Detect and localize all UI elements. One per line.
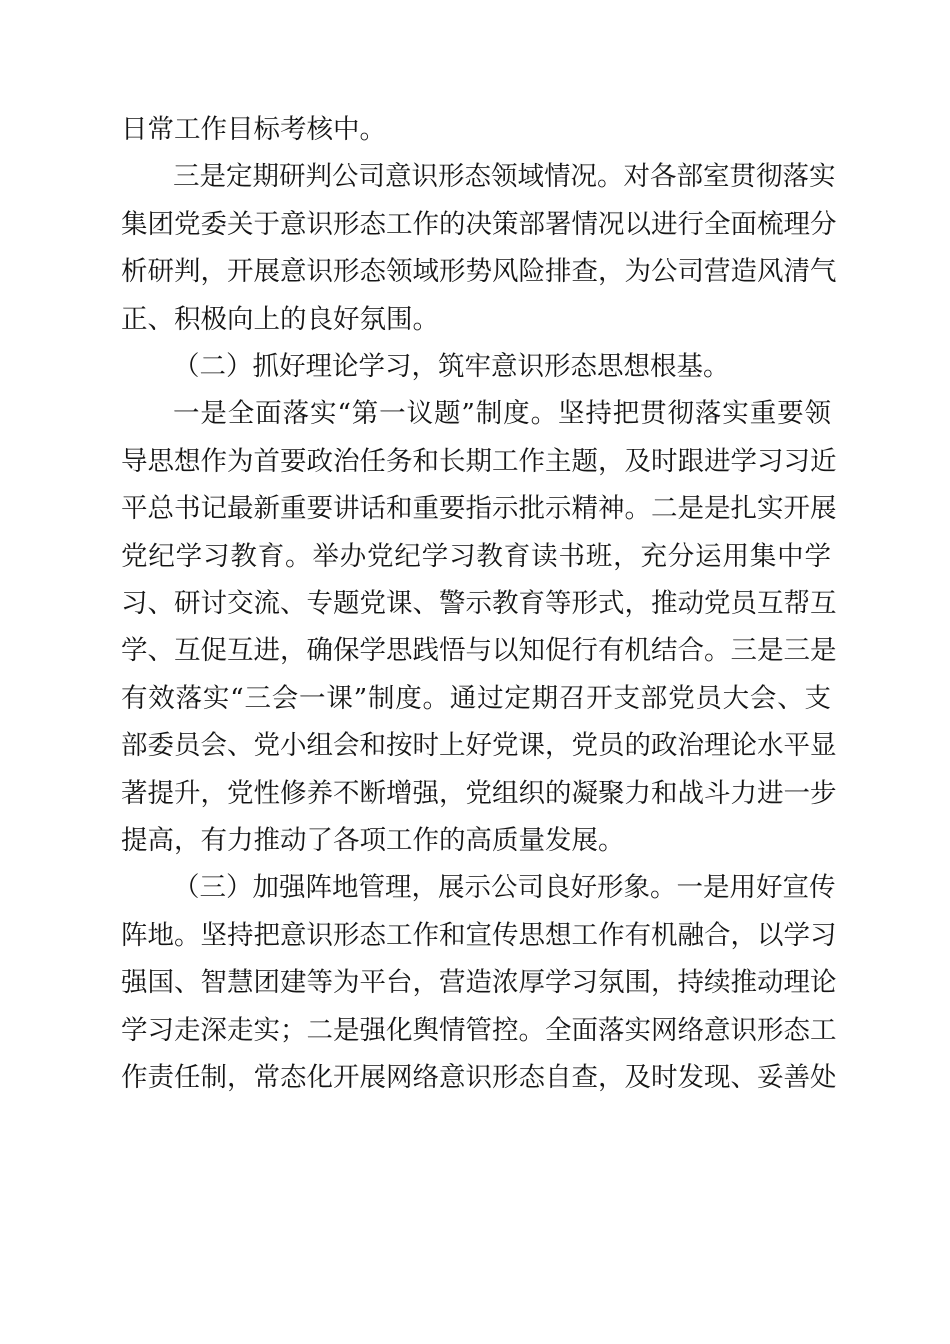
text-line: 学、互促互进，确保学思践悟与以知促行有机结合。三是三是 (121, 635, 837, 667)
section-heading-2: （二）抓好理论学习，筑牢意识形态思想根基。 (173, 351, 730, 382)
text-line: 习、研讨交流、专题党课、警示教育等形式，推动党员互帮互 (121, 588, 837, 619)
text-line: 导思想作为首要政治任务和长期工作主题，及时跟进学习习近 (121, 445, 837, 477)
text-line: 强国、智慧团建等为平台，营造浓厚学习氛围，持续推动理论 (121, 967, 837, 999)
text-line: 著提升，党性修养不断增强，党组织的凝聚力和战斗力进一步 (121, 777, 837, 809)
text-line: 日常工作目标考核中。 (121, 114, 386, 145)
text-line: 平总书记最新重要讲话和重要指示批示精神。二是是扎实开展 (121, 493, 837, 525)
section-heading-3-line: （三）加强阵地管理，展示公司良好形象。一是用好宣传 (173, 872, 836, 904)
text-line: 学习走深走实；二是强化舆情管控。全面落实网络意识形态工 (121, 1014, 837, 1046)
text-line: 作责任制，常态化开展网络意识形态自查，及时发现、妥善处 (121, 1062, 837, 1093)
text-line: 党纪学习教育。举办党纪学习教育读书班，充分运用集中学 (121, 540, 831, 572)
text-line: 有效落实“三会一课”制度。通过定期召开支部党员大会、支 (121, 682, 831, 714)
paragraph-start-line: 一是全面落实“第一议题”制度。坚持把贯彻落实重要领 (173, 398, 831, 430)
text-line: 正、积极向上的良好氛围。 (121, 303, 439, 335)
text-line: 析研判，开展意识形态领域形势风险排查，为公司营造风清气 (121, 256, 837, 288)
paragraph-start-line: 三是定期研判公司意识形态领域情况。对各部室贯彻落实 (173, 161, 836, 193)
text-line: 部委员会、党小组会和按时上好党课，党员的政治理论水平显 (121, 730, 837, 762)
text-line: 阵地。坚持把意识形态工作和宣传思想工作有机融合，以学习 (121, 919, 837, 951)
text-line: 提高，有力推动了各项工作的高质量发展。 (121, 825, 625, 856)
text-line: 集团党委关于意识形态工作的决策部署情况以进行全面梳理分 (121, 208, 837, 240)
